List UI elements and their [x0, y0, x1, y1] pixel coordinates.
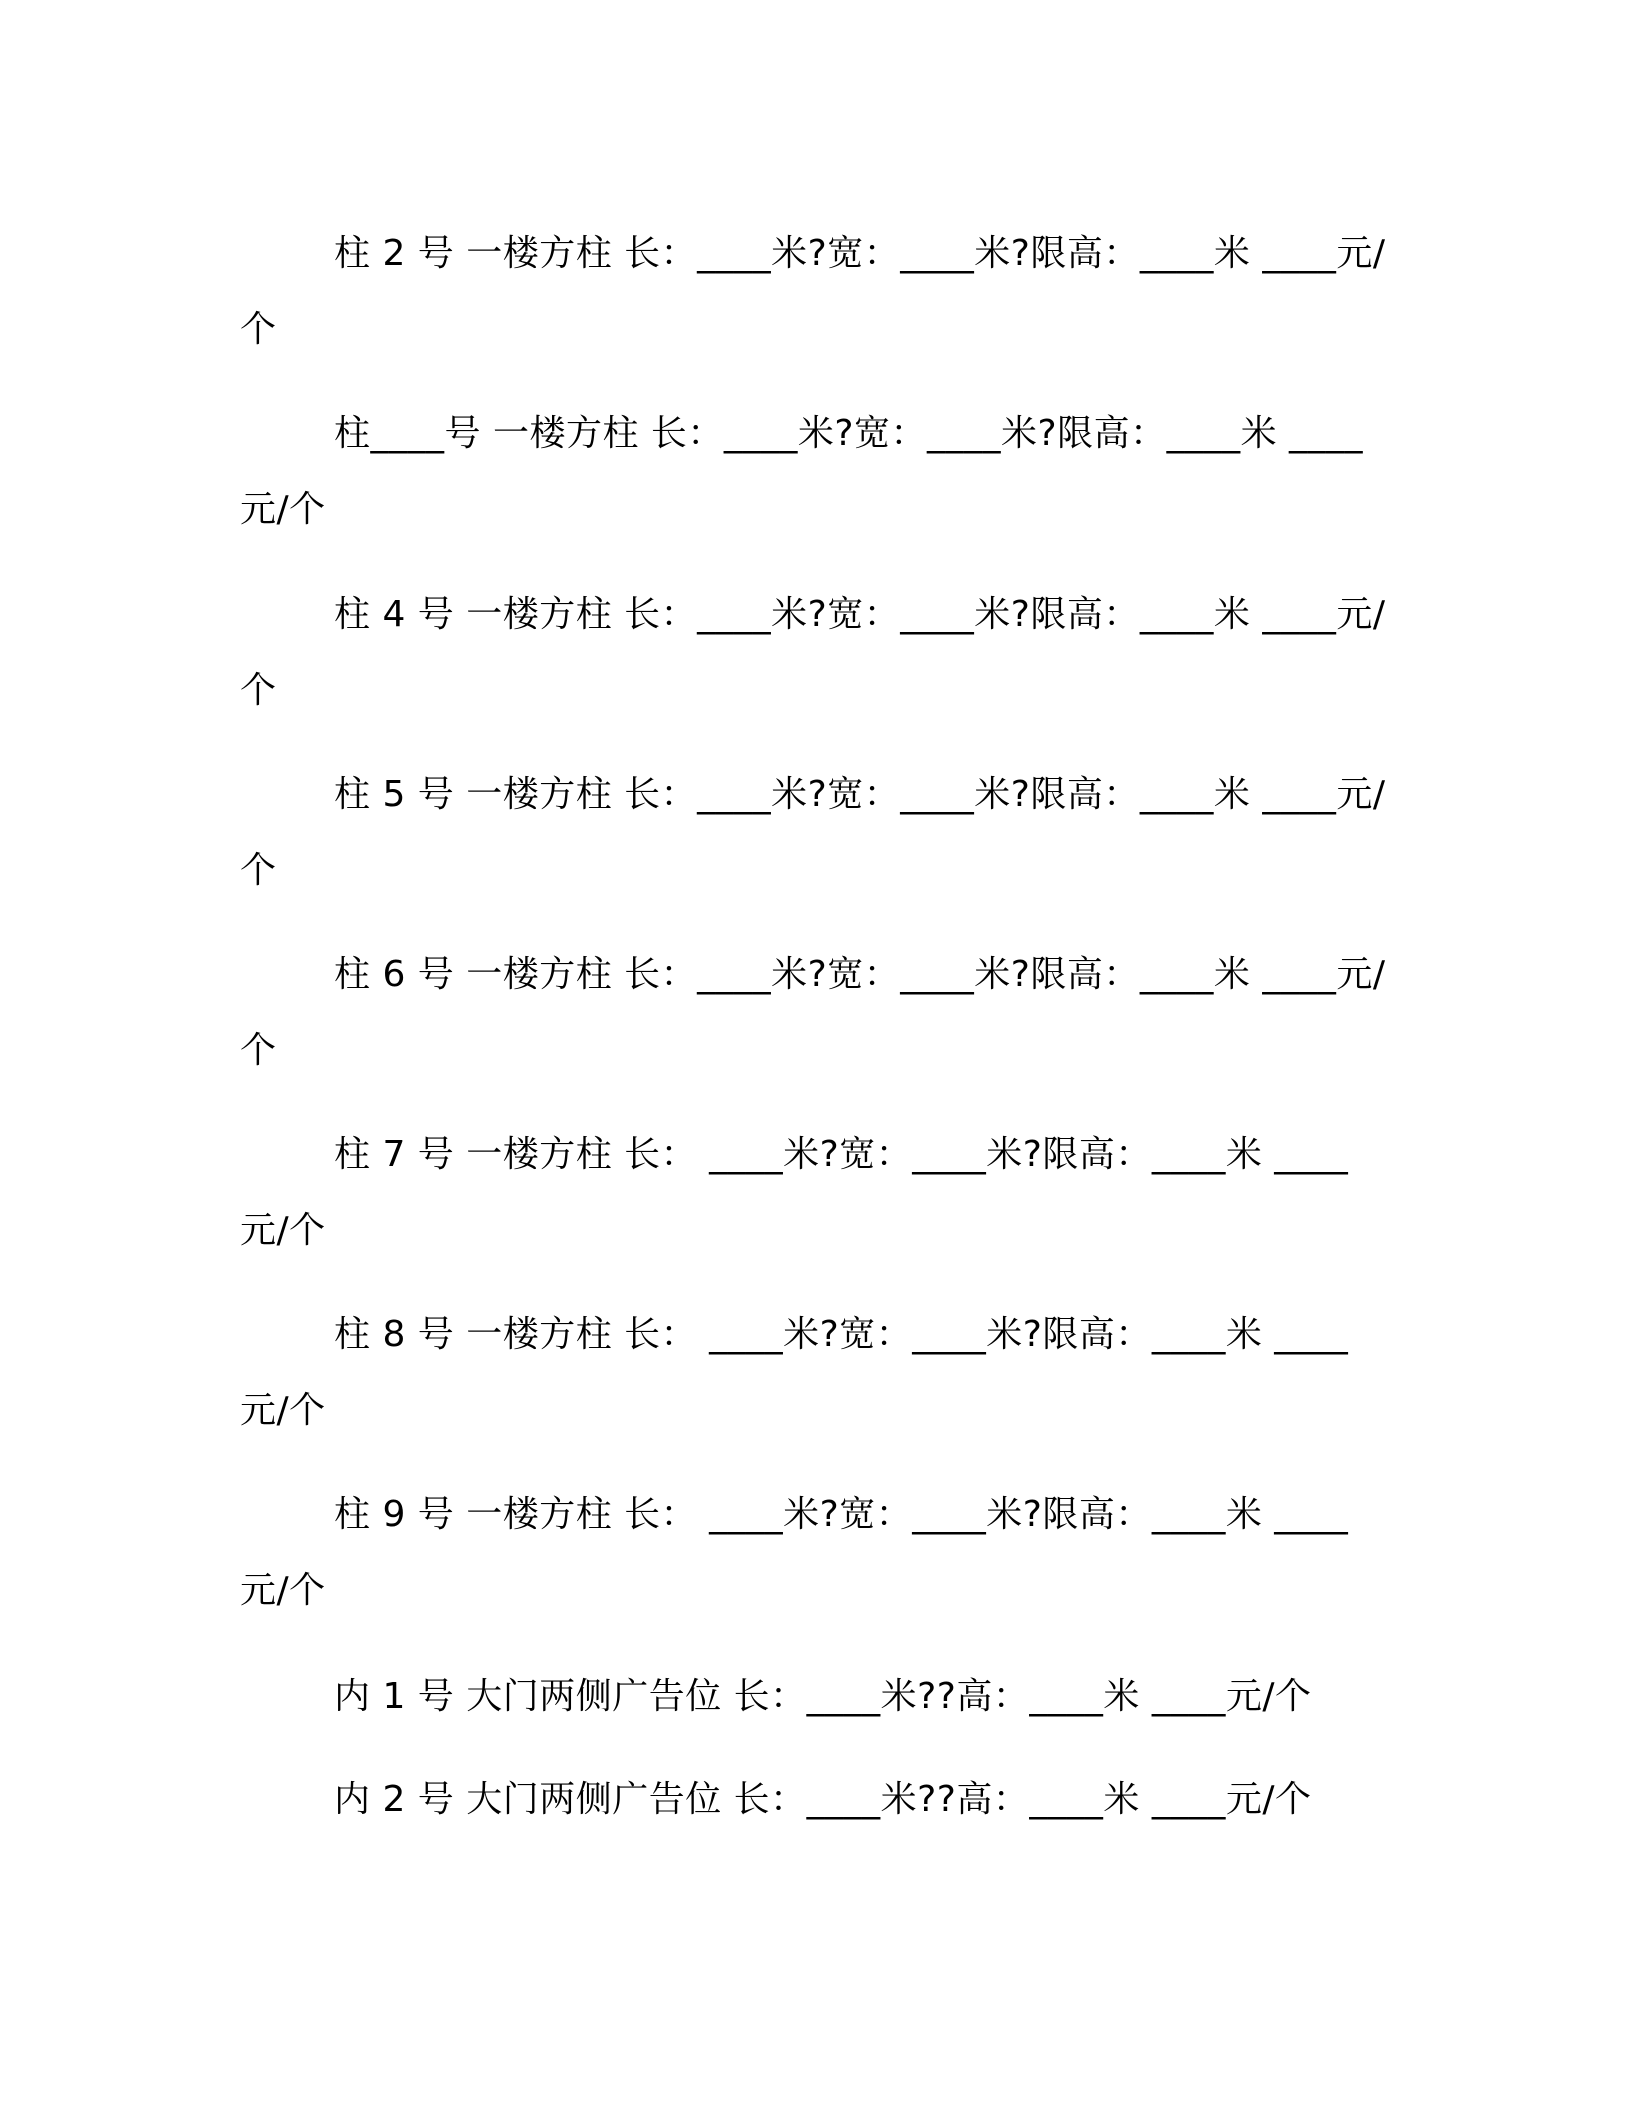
paragraph-column-blank: 柱____号 一楼方柱 长：____米?宽：____米?限高：____米 ____元/个: [240, 413, 1364, 530]
paragraph-column-9: 柱 9 号 一楼方柱 长： ____米?宽：____米?限高：____米 ____元/个: [240, 1494, 1349, 1611]
paragraph-column-8: 柱 8 号 一楼方柱 长： ____米?宽：____米?限高：____米 ____元/个: [240, 1314, 1349, 1431]
paragraph-gate-ad-1: 内 1 号 大门两侧广告位 长：____米??高：____米 ____元/个: [334, 1676, 1312, 1717]
paragraph-column-6: 柱 6 号 一楼方柱 长：____米?宽：____米?限高：____米 ____元/个: [240, 954, 1386, 1071]
paragraph-column-2: 柱 2 号 一楼方柱 长：____米?宽：____米?限高：____米 ____元/个: [240, 233, 1386, 350]
paragraph-column-5: 柱 5 号 一楼方柱 长：____米?宽：____米?限高：____米 ____元/个: [240, 774, 1386, 891]
paragraph-column-7: 柱 7 号 一楼方柱 长： ____米?宽：____米?限高：____米 ____元/个: [240, 1134, 1349, 1251]
paragraph-column-4: 柱 4 号 一楼方柱 长：____米?宽：____米?限高：____米 ____元/个: [240, 594, 1386, 711]
paragraph-gate-ad-2: 内 2 号 大门两侧广告位 长：____米??高：____米 ____元/个: [334, 1779, 1312, 1820]
